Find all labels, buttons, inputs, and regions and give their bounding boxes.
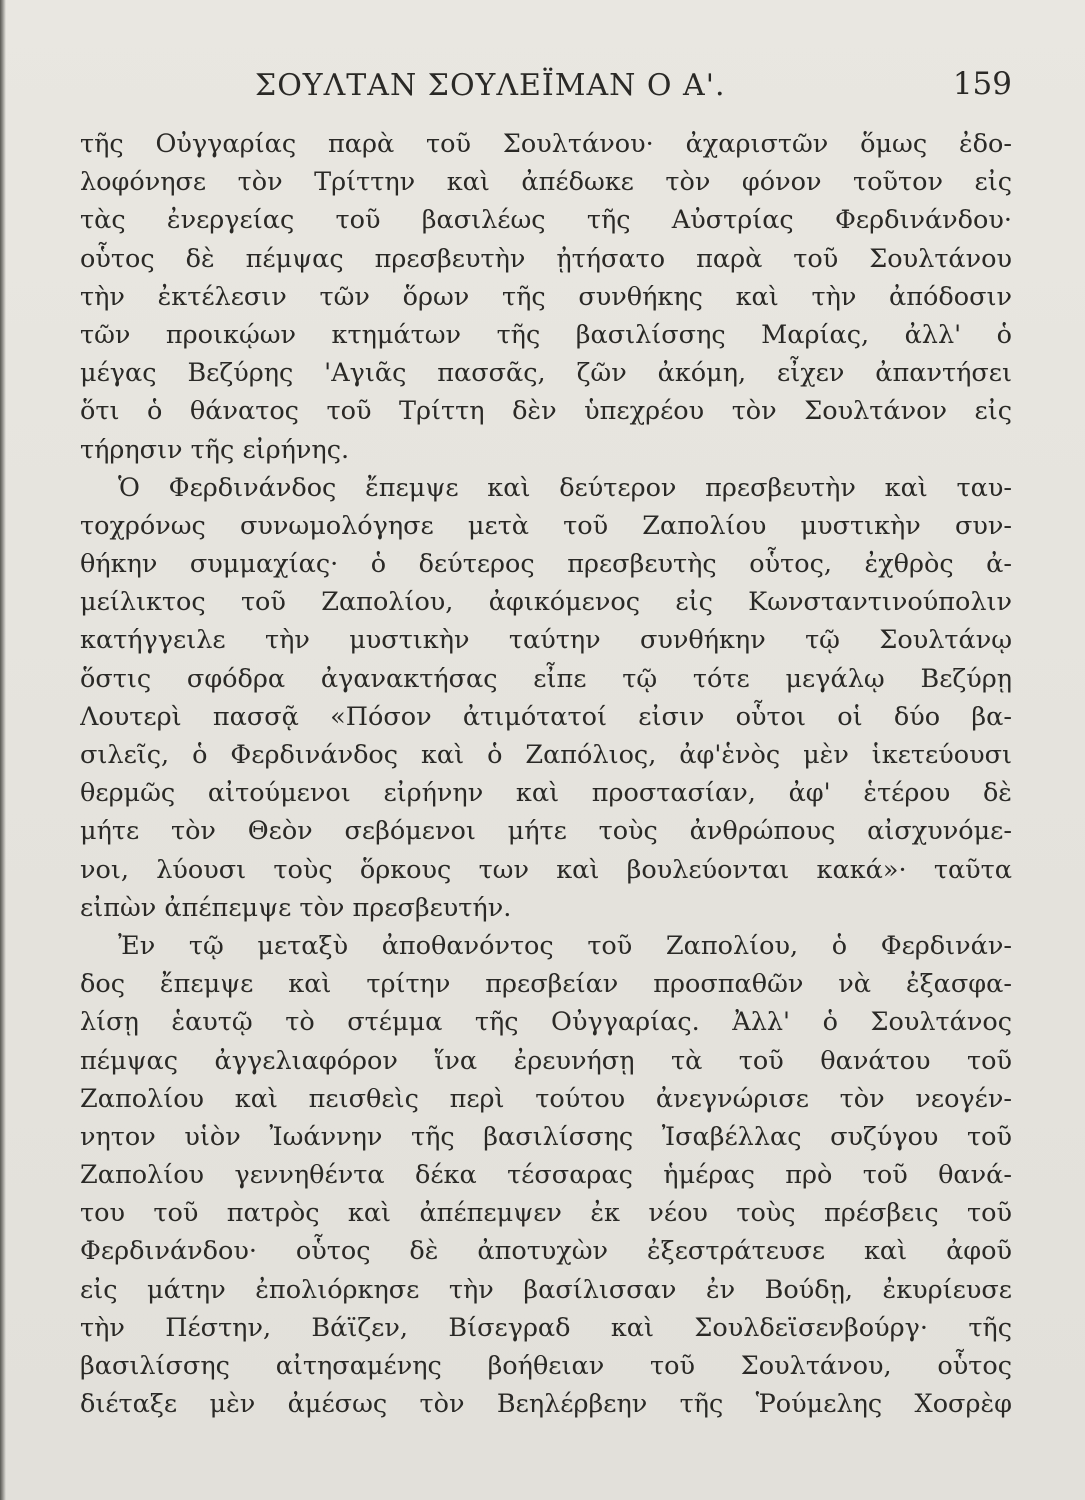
text-line: βασιλίσσης αἰτησαμένης βοήθειαν τοῦ Σουλτάνου, οὗτος [80,1351,1012,1381]
text-line: λίσῃ ἑαυτῷ τὸ στέμμα τῆς Οὐγγαρίας. Ἀλλ' ὁ Σουλτάνος [80,1007,1012,1038]
text-line: σιλεῖς, ὁ Φερδινάνδος καὶ ὁ Ζαπόλιος, ἀφ'ἑνὸς μὲν ἱκετεύουσι [80,740,1012,770]
text-line: οὗτος δὲ πέμψας πρεσβευτὴν ᾐτήσατο παρὰ τοῦ Σουλτάνου [80,243,1012,274]
text-line: μήτε τὸν Θεὸν σεβόμενοι μήτε τοὺς ἀνθρώπους αἰσχυνόμε- [80,816,1012,847]
text-line: Φερδινάνδου· οὗτος δὲ ἀποτυχὼν ἐξεστράτευσε καὶ ἀφοῦ [80,1236,1012,1267]
text-line: νοι, λύουσι τοὺς ὅρκους των καὶ βουλεύονται κακά»· ταῦτα [80,854,1012,885]
body-text [80,125,1012,1423]
text-line: τὴν Πέστην, Βάϊζεν, Βίσεγραδ καὶ Σουλδεϊσενβούργ· τῆς [80,1312,1012,1343]
running-title: ΣΟΥΛΤΑΝ ΣΟΥΛΕΪΜΑΝ Ο Α'. [255,68,726,103]
text-line: κατήγγειλε τὴν μυστικὴν ταύτην συνθήκην τῷ Σουλτάνῳ [80,625,1012,656]
text-line: τοχρόνως συνωμολόγησε μετὰ τοῦ Ζαπολίου μυστικὴν συν- [80,510,1012,541]
page-number: 159 [952,66,1012,102]
text-line: νητον υἱὸν Ἰωάννην τῆς βασιλίσσης Ἰσαβέλλας συζύγου τοῦ [80,1121,1012,1152]
page-binding-edge [0,0,6,1500]
page-header [80,60,1012,110]
text-line: δος ἔπεμψε καὶ τρίτην πρεσβείαν προσπαθῶν νὰ ἐξασφα- [80,969,1012,1000]
text-line: τήρησιν τῆς εἰρήνης. [80,434,350,465]
text-line: Ζαπολίου γεννηθέντα δέκα τέσσαρας ἡμέρας πρὸ τοῦ θανά- [80,1160,1012,1191]
text-line: μέγας Βεζύρης 'Αγιᾶς πασσᾶς, ζῶν ἀκόμη, εἶχεν ἀπαντήσει [80,358,1012,389]
text-line: θήκην συμμαχίας· ὁ δεύτερος πρεσβευτὴς οὗτος, ἐχθρὸς ἀ- [80,549,1012,580]
text-line: ὅστις σφόδρα ἀγανακτήσας εἶπε τῷ τότε μεγάλῳ Βεζύρῃ [80,663,1012,694]
text-line: τὰς ἐνεργείας τοῦ βασιλέως τῆς Αὐστρίας Φερδινάνδου· [80,205,1012,236]
text-line: τῶν προικῴων κτημάτων τῆς βασιλίσσης Μαρίας, ἀλλ' ὁ [80,319,1012,350]
text-line: Ὁ Φερδινάνδος ἔπεμψε καὶ δεύτερον πρεσβευτὴν καὶ ταυ- [118,472,1012,503]
text-line: τὴν ἐκτέλεσιν τῶν ὅρων τῆς συνθήκης καὶ τὴν ἀπόδοσιν [80,281,1012,312]
text-line: τῆς Οὐγγαρίας παρὰ τοῦ Σουλτάνου· ἀχαριστῶν ὅμως ἐδο- [80,129,1012,159]
text-line: Ζαπολίου καὶ πεισθεὶς περὶ τούτου ἀνεγνώρισε τὸν νεογέν- [80,1083,1012,1114]
text-line: του τοῦ πατρὸς καὶ ἀπέπεμψεν ἐκ νέου τοὺς πρέσβεις τοῦ [80,1198,1012,1229]
text-line: εἰς μάτην ἐπολιόρκησε τὴν βασίλισσαν ἐν Βούδῃ, ἐκυρίευσε [80,1274,1012,1305]
text-line: Ἐν τῷ μεταξὺ ἀποθανόντος τοῦ Ζαπολίου, ὁ Φερδινάν- [118,930,1012,961]
text-line: λοφόνησε τὸν Τρίττην καὶ ἀπέδωκε τὸν φόνον τοῦτον εἰς [80,167,1012,198]
text-line: Λουτερὶ πασσᾷ «Πόσον ἀτιμότατοί εἰσιν οὗτοι οἱ δύο βα- [80,701,1012,732]
text-line: ὅτι ὁ θάνατος τοῦ Τρίττη δὲν ὑπεχρέου τὸν Σουλτάνον εἰς [80,396,1012,427]
text-line: θερμῶς αἰτούμενοι εἰρήνην καὶ προστασίαν, ἀφ' ἑτέρου δὲ [80,778,1012,809]
text-line: εἰπὼν ἀπέπεμψε τὸν πρεσβευτήν. [80,892,512,923]
text-line: πέμψας ἀγγελιαφόρον ἵνα ἐρευνήσῃ τὰ τοῦ θανάτου τοῦ [80,1045,1012,1076]
text-line: διέταξε μὲν ἀμέσως τὸν Βεηλέρβεην τῆς Ῥούμελης Χοσρὲφ [80,1389,1012,1420]
text-line: μείλικτος τοῦ Ζαπολίου, ἀφικόμενος εἰς Κωνσταντινούπολιν [80,587,1012,618]
